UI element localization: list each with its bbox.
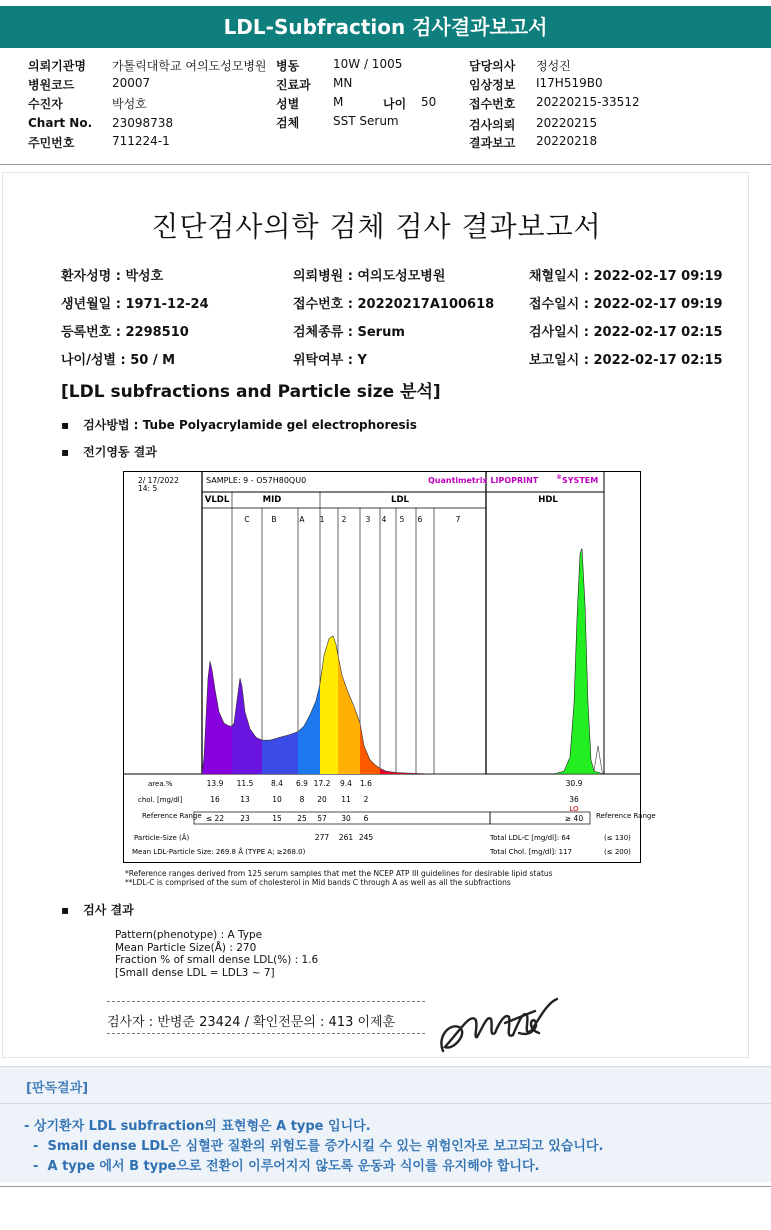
mid-c-area: [232, 678, 262, 774]
scanned-report: [2, 172, 749, 1058]
reference-value: ≥ 40: [564, 814, 584, 823]
note-line: **LDL-C is comprised of the sum of cholesterol in Mid bands C through A as well as all the subfractions: [125, 878, 511, 887]
interpretation-line: - A type 에서 B type으로 전환이 이루어지지 않도록 운동과 식이를 유지해야 합니다.: [24, 1159, 540, 1174]
dept-value: MN: [333, 76, 353, 90]
particle-size-label: Particle-Size (Å): [134, 834, 190, 842]
electrophoresis-bullet: ▪ 전기영동 결과: [61, 443, 157, 460]
result-lines: [115, 929, 318, 979]
id-value: 711224-1: [112, 134, 170, 148]
chol-value: 36: [569, 795, 579, 804]
band-label: 1: [319, 515, 325, 524]
reference-value: 6: [363, 814, 369, 823]
code-value: 20007: [112, 76, 151, 90]
mean-ldl-size: Mean LDL-Particle Size: 269.8 Å (TYPE A; ≥268.0): [132, 848, 306, 856]
interpretation-title: [판독결과]: [26, 1081, 89, 1096]
receipt-label: 접수번호: [469, 97, 516, 111]
handwritten-signature: [435, 993, 565, 1059]
chart-sample: SAMPLE: 9 - O57H80QU0: [206, 476, 307, 485]
signer-line: 검사자 : 반병준 23424 / 확인전문의 : 413 이제훈: [107, 1015, 396, 1030]
field-outsourced: 위탁여부 : Y: [293, 353, 367, 368]
field-reported: 보고일시 : 2022-02-17 02:15: [529, 353, 723, 368]
field-dob: 생년월일 : 1971-12-24: [61, 297, 209, 312]
area-value: 8.4: [271, 779, 283, 788]
group-label: MID: [262, 495, 282, 505]
reference-notes: [125, 869, 553, 887]
band-label: 7: [455, 515, 461, 524]
chart-brand-mark: ®: [556, 474, 562, 481]
particle-size-value: 277: [314, 833, 330, 842]
band-label: 2: [341, 515, 347, 524]
interpretation-line: - 상기환자 LDL subfraction의 표현형은 A type 입니다.: [24, 1119, 371, 1134]
reference-value: ≤ 22: [205, 814, 225, 823]
area-value: 17.2: [313, 779, 331, 788]
sex-value: M: [333, 95, 344, 109]
report-title-bar: [0, 6, 771, 48]
chart-no-value: 23098738: [112, 116, 174, 130]
result-pattern: Pattern(phenotype) : A Type: [115, 929, 263, 941]
result-fraction: Fraction % of small dense LDL(%) : 1.6: [115, 954, 319, 966]
reference-value: 30: [341, 814, 351, 823]
report-title: LDL-Subfraction 검사결과보고서: [223, 15, 548, 39]
field-agesex: 나이/성별 : 50 / M: [61, 353, 176, 368]
area-value: 13.9: [206, 779, 224, 788]
particle-size-value: 245: [358, 833, 374, 842]
interpretation-panel: [0, 1066, 771, 1182]
row-label-chol: chol. [mg/dl]: [138, 796, 183, 804]
chol-value: 11: [341, 795, 351, 804]
chart-brand-system: SYSTEM: [562, 476, 599, 485]
field-name: 환자성명 : 박성호: [61, 269, 164, 284]
chol-value: 13: [240, 795, 250, 804]
examinee-value: 박성호: [112, 97, 147, 111]
clinical-label: 임상정보: [469, 78, 516, 92]
hdl-tail: [594, 746, 604, 774]
sex-label: 성별: [276, 97, 300, 111]
hospital-value: 가톨릭대학교 여의도성모병원: [112, 59, 267, 73]
specimen-value: SST Serum: [333, 114, 399, 128]
chol-value: 2: [363, 795, 369, 804]
field-receipt: 접수번호 : 20220217A100618: [293, 297, 495, 312]
group-label: LDL: [391, 495, 409, 505]
band-label: B: [271, 515, 277, 524]
clinical-value: I17H519B0: [536, 76, 603, 90]
row-label-ref: Reference Range: [142, 812, 202, 820]
specimen-label: 검체: [276, 116, 300, 130]
area-value: 6.9: [296, 779, 308, 788]
field-reg: 등록번호 : 2298510: [61, 325, 189, 340]
reference-value: 25: [297, 814, 307, 823]
sign-divider-bottom: [107, 1033, 425, 1034]
patient-info-block: [0, 52, 771, 164]
chol-flag: LO: [569, 805, 579, 813]
method-bullet: ▪ 검사방법 : Tube Polyacrylamide gel electrophoresis: [61, 416, 417, 433]
area-value: 1.6: [360, 779, 372, 788]
age-label: 나이: [383, 97, 407, 111]
chol-value: 16: [210, 795, 220, 804]
interpretation-line: - Small dense LDL은 심혈관 질환의 위험도를 증가시킬 수 있는 위험인자로 보고되고 있습니다.: [24, 1139, 604, 1154]
id-label: 주민번호: [28, 136, 75, 150]
result-mean-size: Mean Particle Size(Å) : 270: [115, 941, 257, 954]
band-label: 4: [381, 515, 387, 524]
row-label-ref-right: Reference Range: [596, 812, 656, 820]
area-value: 9.4: [340, 779, 352, 788]
report-date-value: 20220218: [536, 134, 598, 148]
band-label: C: [244, 515, 250, 524]
dept-label: 진료과: [276, 78, 311, 92]
reference-value: 57: [317, 814, 327, 823]
ldl1-area: [320, 636, 338, 774]
total-chol: Total Chol. [mg/dl]: 117: [490, 848, 572, 856]
chol-value: 8: [299, 795, 305, 804]
chart-no-label: Chart No.: [28, 116, 93, 130]
scanned-report-title: 진단검사의학 검체 검사 결과보고서: [151, 210, 602, 243]
mid-b-area: [262, 732, 298, 774]
group-label: HDL: [538, 495, 558, 505]
reference-value: 15: [272, 814, 282, 823]
chol-value: 20: [317, 795, 327, 804]
band-label: 6: [417, 515, 423, 524]
total-ldl-ref: (≤ 130): [604, 834, 631, 842]
particle-size-value: 261: [338, 833, 354, 842]
chart-time: 14: 5: [138, 484, 158, 493]
receipt-value: 20220215-33512: [536, 95, 640, 109]
chart-brand: Quantimetrix LIPOPRINT: [428, 476, 539, 485]
interpretation-divider: [0, 1103, 771, 1104]
ward-label: 병동: [276, 59, 300, 73]
reference-value: 23: [240, 814, 250, 823]
ward-value: 10W / 1005: [333, 57, 403, 71]
field-collected: 채혈일시 : 2022-02-17 09:19: [529, 269, 723, 284]
band-label: 3: [365, 515, 371, 524]
total-chol-ref: (≤ 200): [604, 848, 631, 856]
analysis-heading: [LDL subfractions and Particle size 분석]: [61, 382, 441, 402]
hdl-area: [554, 548, 604, 774]
chart-date: 2/ 17/2022: [138, 476, 179, 485]
note-line: *Reference ranges derived from 125 serum samples that met the NCEP ATP III guidelines for desirable lipid status: [125, 869, 553, 878]
sign-divider-top: [107, 1001, 425, 1002]
examinee-label: 수진자: [28, 97, 63, 111]
result-bullet: ▪ 검사 결과: [61, 901, 134, 918]
divider: [0, 164, 771, 165]
area-value: 30.9: [565, 779, 583, 788]
result-definition: [Small dense LDL = LDL3 ~ 7]: [115, 966, 275, 979]
hospital-label: 의뢰기관명: [28, 59, 86, 73]
vldl-area: [202, 661, 232, 774]
group-label: VLDL: [204, 495, 230, 505]
field-hospital: 의뢰병원 : 여의도성모병원: [293, 269, 446, 284]
band-label: 5: [399, 515, 405, 524]
chol-value: 10: [272, 795, 282, 804]
electrophoresis-svg: [124, 472, 656, 862]
doctor-value: 정성진: [536, 59, 571, 73]
area-value: 11.5: [236, 779, 254, 788]
total-ldl: Total LDL-C [mg/dl]: 64: [490, 834, 571, 842]
code-label: 병원코드: [28, 78, 75, 92]
field-tested: 검사일시 : 2022-02-17 02:15: [529, 325, 723, 340]
field-specimen: 검체종류 : Serum: [293, 325, 405, 340]
request-value: 20220215: [536, 116, 598, 130]
band-label: A: [299, 515, 305, 524]
report-date-label: 결과보고: [469, 136, 516, 150]
row-label-area: area.%: [148, 780, 173, 788]
doctor-label: 담당의사: [469, 59, 516, 73]
request-label: 검사의뢰: [469, 118, 516, 132]
age-value: 50: [421, 95, 437, 109]
electrophoresis-chart: [123, 471, 656, 863]
field-received: 접수일시 : 2022-02-17 09:19: [529, 297, 723, 312]
bottom-divider: [0, 1186, 771, 1187]
